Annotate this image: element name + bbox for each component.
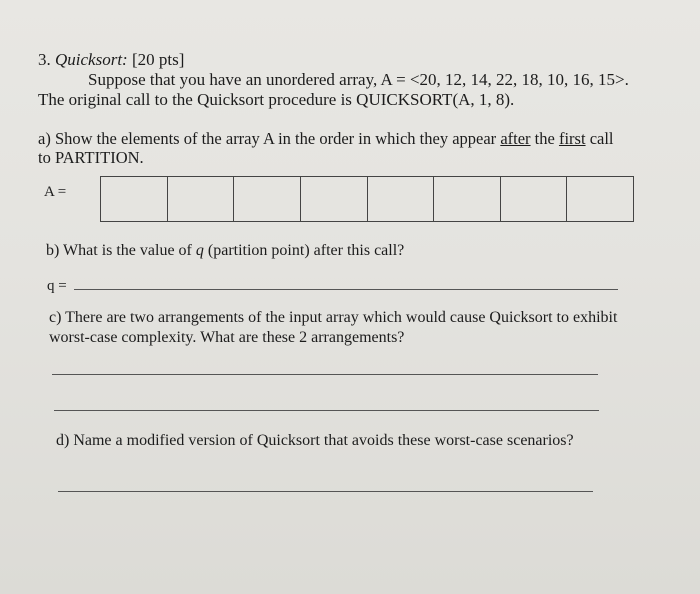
part-b-q: q	[195, 242, 204, 259]
array-cell[interactable]	[368, 177, 435, 221]
part-c-question-line-2: worst-case complexity. What are these 2 arrangements?	[49, 329, 405, 346]
array-cell[interactable]	[234, 177, 301, 221]
part-a-call: call	[585, 129, 614, 148]
array-cell[interactable]	[434, 177, 501, 221]
arrangement-1-answer-line[interactable]	[52, 374, 598, 375]
intro-line-1: Suppose that you have an unordered array, A = <20, 12, 14, 22, 18, 10, 16, 15>.	[88, 70, 629, 89]
array-label: A =	[44, 184, 67, 200]
question-heading	[38, 50, 184, 70]
part-a-text: a) Show the elements of the array A in the order in which they appear	[38, 129, 501, 148]
array-cell[interactable]	[301, 177, 368, 221]
question-title: Quicksort:	[55, 50, 128, 69]
array-cell[interactable]	[501, 177, 568, 221]
part-a-first: first	[558, 129, 586, 148]
part-d-question: d) Name a modified version of Quicksort that avoids these worst-case scenarios?	[56, 432, 574, 449]
part-a-the: the	[530, 129, 559, 148]
question-number: 3.	[38, 50, 51, 69]
question-points: [20 pts]	[131, 50, 185, 69]
q-answer-label: q =	[47, 278, 67, 294]
arrangement-2-answer-line[interactable]	[54, 410, 599, 411]
array-cell[interactable]	[567, 177, 633, 221]
array-answer-boxes	[100, 176, 634, 222]
part-b-text: b) What is the value of	[46, 242, 196, 259]
part-a-question	[38, 129, 614, 149]
part-d-answer-line[interactable]	[58, 491, 593, 492]
intro-line-2: The original call to the Quicksort procedure is QUICKSORT(A, 1, 8).	[38, 90, 515, 109]
part-a-question-line-2: to PARTITION.	[38, 148, 144, 167]
array-cell[interactable]	[168, 177, 235, 221]
array-cell[interactable]	[101, 177, 168, 221]
part-c-question-line-1: c) There are two arrangements of the input array which would cause Quicksort to exhibit	[49, 309, 618, 326]
part-b-text-suffix: (partition point) after this call?	[203, 242, 405, 259]
part-a-after: after	[500, 129, 531, 148]
part-b-question	[46, 242, 404, 260]
q-answer-line[interactable]	[74, 289, 618, 290]
